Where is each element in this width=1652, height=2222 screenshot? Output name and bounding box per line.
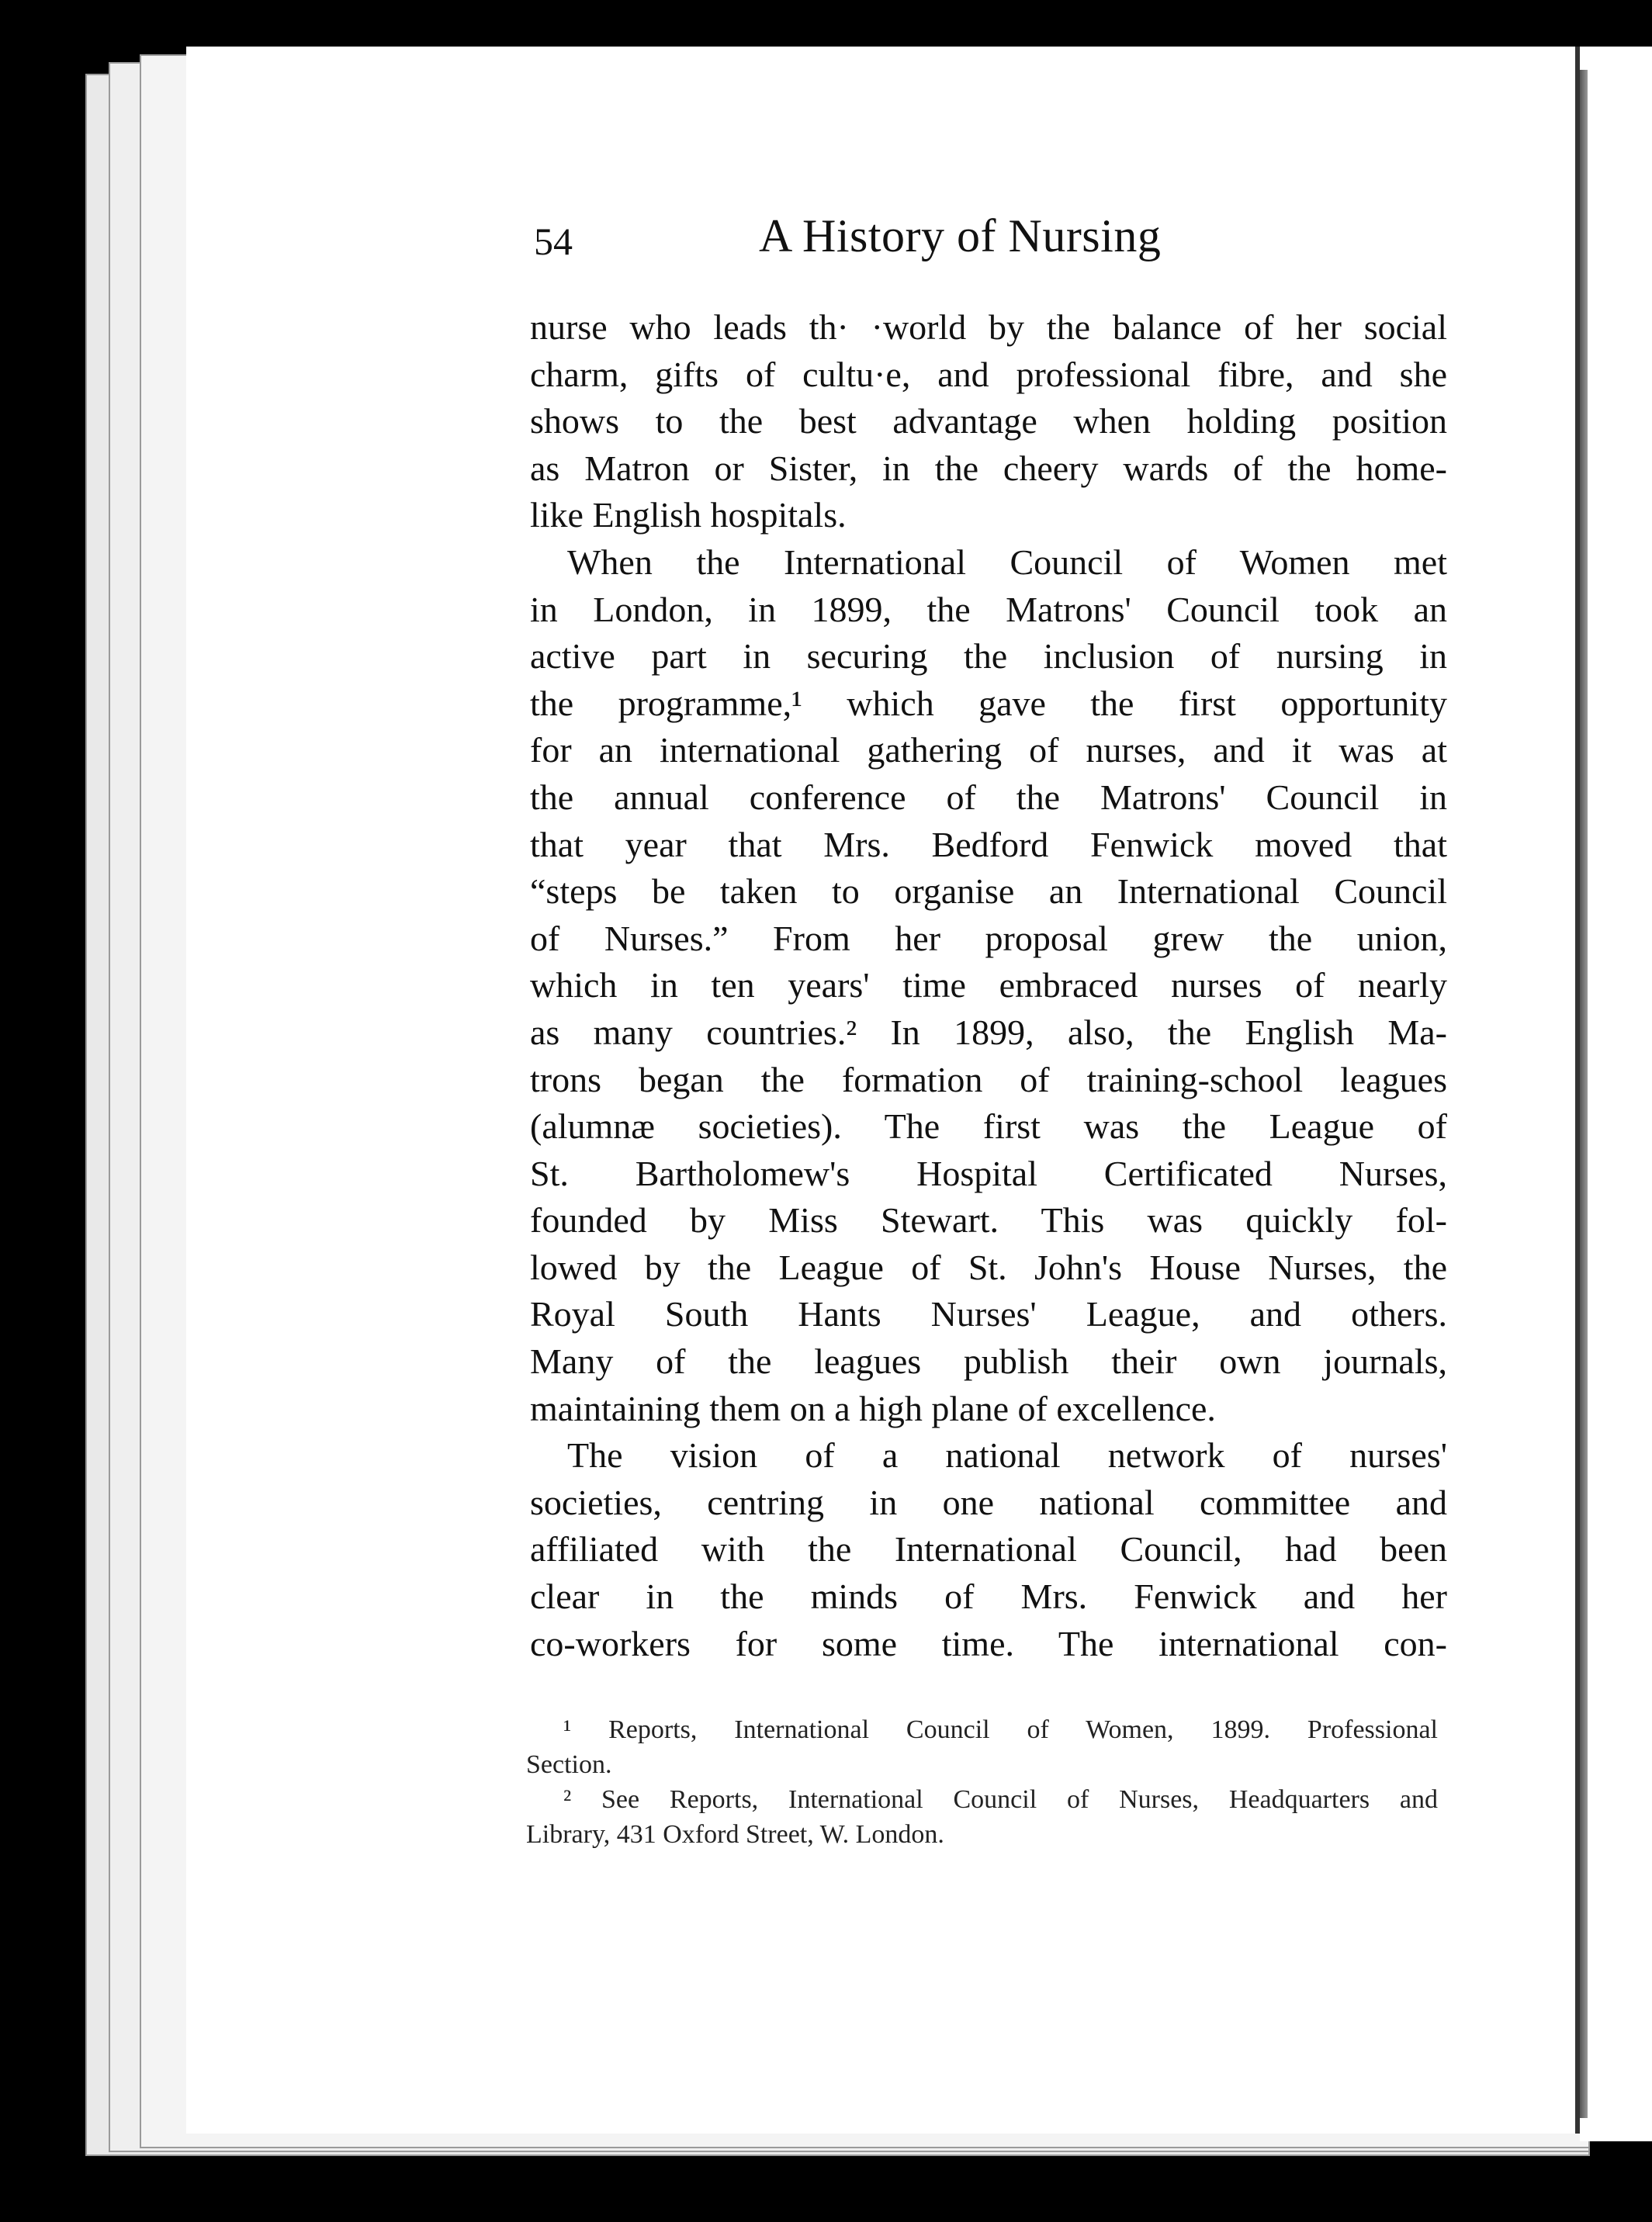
body-text bbox=[530, 304, 1447, 1667]
text-line: like English hospitals. bbox=[530, 495, 847, 535]
text-line: “steps be taken to organise an International Council bbox=[530, 871, 1447, 912]
text-line: as Matron or Sister, in the cheery wards of the home- bbox=[530, 448, 1447, 488]
text-line: clear in the minds of Mrs. Fenwick and her bbox=[530, 1577, 1447, 1617]
text-line: of Nurses.” From her proposal grew the union, bbox=[530, 918, 1447, 958]
footnote-line: Library, 431 Oxford Street, W. London. bbox=[526, 1820, 944, 1849]
text-line: shows to the best advantage when holding position bbox=[530, 401, 1447, 441]
footnote-line: Section. bbox=[526, 1750, 612, 1779]
footnotes bbox=[526, 1713, 1438, 1853]
text-line: which in ten years' time embraced nurses of nearly bbox=[530, 965, 1447, 1005]
text-line: lowed by the League of St. John's House Nurses, the bbox=[530, 1247, 1447, 1287]
text-line: societies, centring in one national committee and bbox=[530, 1482, 1447, 1522]
text-line: for an international gathering of nurses, and it was at bbox=[530, 730, 1447, 770]
footnote-line: ¹ Reports, International Council of Women, 1899. Professional bbox=[563, 1715, 1438, 1744]
scan-border bbox=[0, 2165, 1652, 2222]
text-line: founded by Miss Stewart. This was quickly fol- bbox=[530, 1200, 1447, 1241]
text-line: active part in securing the inclusion of nursing in bbox=[530, 636, 1447, 677]
text-line: (alumnæ societies). The first was the League of bbox=[530, 1106, 1447, 1147]
text-line: When the International Council of Women met bbox=[567, 542, 1447, 582]
text-line: trons began the formation of training-school leagues bbox=[530, 1059, 1447, 1099]
text-line: as many countries.² In 1899, also, the English Ma- bbox=[530, 1012, 1447, 1052]
text-line: Many of the leagues publish their own journals, bbox=[530, 1341, 1447, 1382]
text-line: co-workers for some time. The international con- bbox=[530, 1623, 1447, 1663]
text-line: the programme,¹ which gave the first opportunity bbox=[530, 683, 1447, 723]
running-title: A History of Nursing bbox=[759, 210, 1162, 261]
text-line: Royal South Hants Nurses' League, and others. bbox=[530, 1294, 1447, 1334]
text-line: The vision of a national network of nurses' bbox=[567, 1435, 1447, 1476]
text-line: nurse who leads th· ·world by the balance of her social bbox=[530, 307, 1447, 347]
text-line: charm, gifts of cultu·e, and professional fibre, and she bbox=[530, 354, 1447, 394]
page-number: 54 bbox=[534, 220, 573, 263]
text-line: the annual conference of the Matrons' Council in bbox=[530, 777, 1447, 817]
text-line: affiliated with the International Council, had been bbox=[530, 1529, 1447, 1570]
text-line: that year that Mrs. Bedford Fenwick moved that bbox=[530, 824, 1447, 864]
text-line: maintaining them on a high plane of excellence. bbox=[530, 1388, 1216, 1428]
footnote-line: ² See Reports, International Council of Nurses, Headquarters and bbox=[563, 1785, 1438, 1814]
text-line: St. Bartholomew's Hospital Certificated Nurses, bbox=[530, 1153, 1447, 1193]
facing-page-edge bbox=[1580, 47, 1652, 2141]
text-line: in London, in 1899, the Matrons' Council took an bbox=[530, 589, 1447, 629]
page-header bbox=[534, 209, 1442, 279]
